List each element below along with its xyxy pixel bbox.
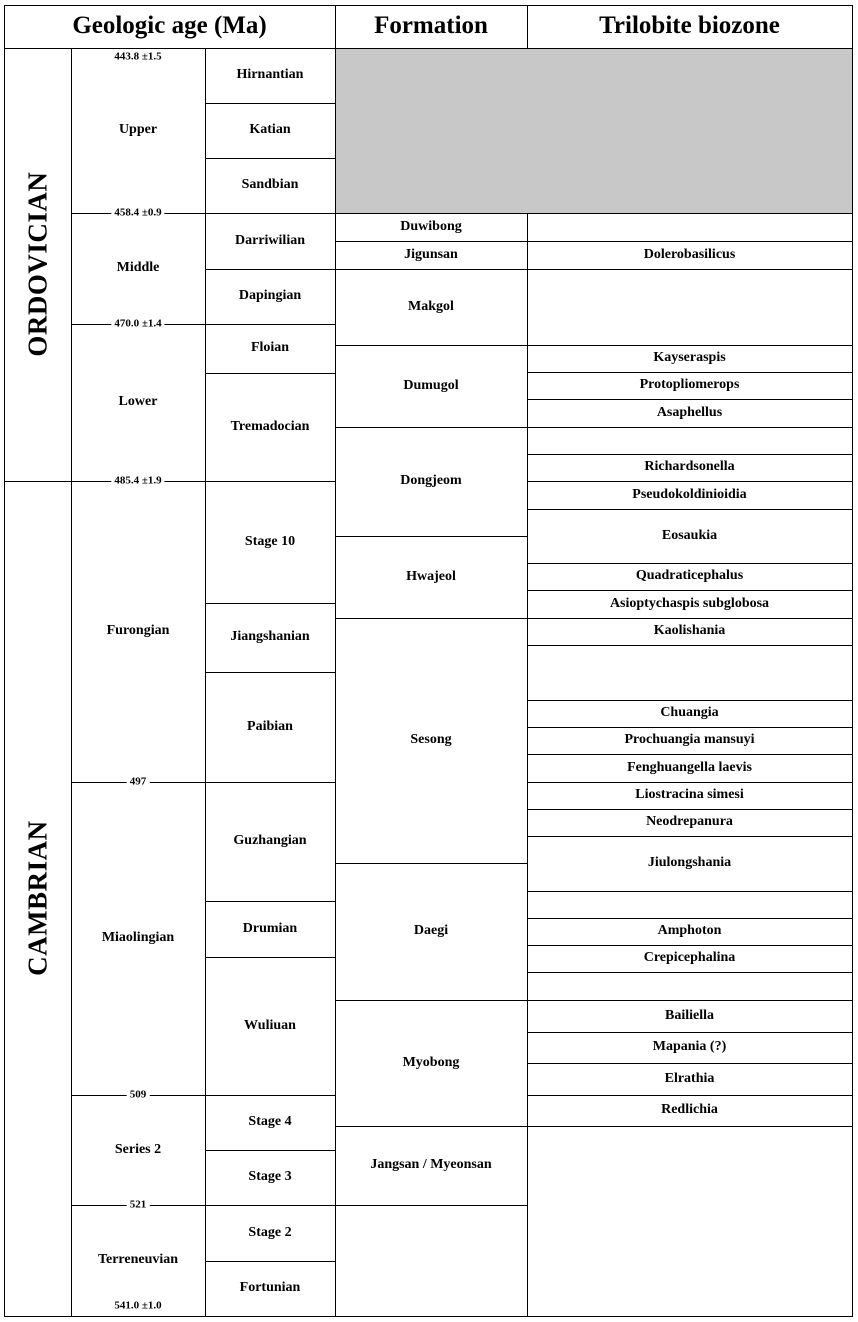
formation-boundary-line [335, 1126, 527, 1127]
biozone-boundary-line [527, 727, 852, 728]
frame-bottom [4, 1316, 853, 1317]
age-date-label: 521 [127, 1200, 150, 1211]
biozone-neodrepanura: Neodrepanura [646, 814, 733, 830]
epoch-furongian: Furongian [106, 623, 170, 639]
biozone-richardsonella: Richardsonella [644, 459, 735, 475]
biozone-boundary-line [527, 399, 852, 400]
stage-paibian: Paibian [247, 718, 293, 734]
stage-darriwilian: Darriwilian [235, 232, 305, 248]
formation-empty [335, 1205, 527, 1316]
biozone-boundary-line [527, 891, 852, 892]
stage-sandbian: Sandbian [241, 177, 299, 193]
biozone-boundary-line [527, 241, 852, 242]
col-line-stage [205, 48, 206, 1316]
biozone-pseudokoldinioidia: Pseudokoldinioidia [632, 486, 747, 502]
epoch-series-2: Series 2 [114, 1141, 162, 1157]
biozone-boundary-line [527, 213, 852, 214]
biozone-protopliomerops: Protopliomerops [639, 377, 740, 393]
biozone-empty [527, 1126, 852, 1316]
biozone-boundary-line [527, 809, 852, 810]
frame-top [4, 5, 853, 6]
epoch-middle: Middle [116, 260, 160, 276]
epoch-upper: Upper [118, 122, 158, 138]
stage-stage-10: Stage 10 [244, 533, 296, 549]
no-data-shaded-area [335, 48, 852, 213]
stage-boundary-line [205, 782, 335, 783]
stage-boundary-line [205, 957, 335, 958]
biozone-empty [527, 269, 852, 345]
age-date-label: 485.4 ±1.9 [111, 476, 164, 487]
biozone-boundary-line [527, 427, 852, 428]
biozone-boundary-line [527, 1063, 852, 1064]
stage-tremadocian: Tremadocian [230, 418, 310, 434]
biozone-boundary-line [527, 481, 852, 482]
stage-dapingian: Dapingian [238, 288, 302, 304]
stage-boundary-line [205, 324, 335, 325]
biozone-boundary-line [527, 563, 852, 564]
stage-boundary-line [205, 158, 335, 159]
biozone-boundary-line [527, 454, 852, 455]
stage-boundary-line [205, 269, 335, 270]
biozone-liostracina-simesi: Liostracina simesi [635, 787, 744, 803]
biozone-kaolishania: Kaolishania [653, 623, 726, 639]
frame-right [852, 5, 853, 1316]
formation-makgol: Makgol [408, 298, 454, 314]
biozone-amphoton: Amphoton [657, 923, 722, 939]
stage-stage-4: Stage 4 [248, 1114, 292, 1130]
stage-boundary-line [205, 213, 335, 214]
formation-boundary-line [335, 1205, 527, 1206]
biozone-prochuangia-mansuyi: Prochuangia mansuyi [624, 732, 755, 748]
biozone-empty [527, 213, 852, 241]
stage-boundary-line [205, 1150, 335, 1151]
stage-fortunian: Fortunian [239, 1280, 301, 1296]
stage-stage-2: Stage 2 [248, 1224, 292, 1240]
stage-boundary-line [205, 373, 335, 374]
header-bottom-line [4, 48, 853, 49]
biozone-boundary-line [527, 1000, 852, 1001]
formation-dumugol: Dumugol [403, 377, 459, 393]
formation-daegi: Daegi [413, 923, 449, 939]
biozone-empty [527, 891, 852, 918]
formation-boundary-line [335, 536, 527, 537]
biozone-boundary-line [527, 372, 852, 373]
frame-left [4, 5, 5, 1316]
biozone-kayseraspis: Kayseraspis [653, 350, 726, 366]
formation-jangsan-myeonsan: Jangsan / Myeonsan [370, 1157, 492, 1173]
biozone-crepicephalina: Crepicephalina [643, 950, 736, 966]
biozone-boundary-line [527, 1095, 852, 1096]
biozone-boundary-line [527, 345, 852, 346]
age-date-label: 497 [127, 777, 150, 788]
biozone-asioptychaspis-subglobosa: Asioptychaspis subglobosa [609, 595, 770, 611]
stage-boundary-line [205, 672, 335, 673]
col-line-biozone [527, 213, 528, 1316]
biozone-jiulongshania: Jiulongshania [647, 855, 732, 871]
biozone-boundary-line [527, 782, 852, 783]
formation-boundary-line [335, 213, 527, 214]
formation-sesong: Sesong [410, 732, 452, 748]
stage-boundary-line [205, 103, 335, 104]
header-divider-formation [335, 5, 336, 48]
stage-guzhangian: Guzhangian [233, 833, 307, 849]
epoch-terreneuvian: Terreneuvian [97, 1252, 179, 1268]
epoch-lower: Lower [118, 394, 158, 410]
stage-katian: Katian [249, 122, 291, 138]
age-date-label: 541.0 ±1.0 [111, 1301, 164, 1312]
header-geologic-age: Geologic age (Ma) [72, 12, 267, 40]
biozone-redlichia: Redlichia [661, 1102, 718, 1118]
biozone-fenghuangella-laevis: Fenghuangella laevis [627, 759, 752, 775]
stage-boundary-line [205, 481, 335, 482]
formation-boundary-line [335, 1000, 527, 1001]
biozone-boundary-line [527, 754, 852, 755]
formation-boundary-line [335, 618, 527, 619]
col-line-epoch [71, 48, 72, 1316]
period-ordovician: ORDOVICIAN [22, 171, 53, 358]
formation-boundary-line [335, 241, 527, 242]
formation-boundary-line [335, 427, 527, 428]
biozone-asaphellus: Asaphellus [656, 404, 723, 420]
biozone-boundary-line [527, 945, 852, 946]
biozone-boundary-line [527, 1126, 852, 1127]
stage-jiangshanian: Jiangshanian [230, 629, 310, 645]
stage-boundary-line [205, 1261, 335, 1262]
biozone-boundary-line [527, 972, 852, 973]
formation-duwibong: Duwibong [400, 218, 462, 234]
period-cambrian: CAMBRIAN [22, 820, 53, 977]
age-date-label: 470.0 ±1.4 [111, 319, 164, 330]
biozone-empty [527, 972, 852, 1000]
biozone-boundary-line [527, 618, 852, 619]
biozone-boundary-line [527, 700, 852, 701]
stage-hirnantian: Hirnantian [236, 67, 304, 83]
formation-boundary-line [335, 345, 527, 346]
stage-wuliuan: Wuliuan [244, 1017, 296, 1033]
biozone-quadraticephalus: Quadraticephalus [635, 568, 744, 584]
biozone-mapania: Mapania (?) [652, 1039, 727, 1055]
stage-drumian: Drumian [242, 920, 298, 936]
biozone-boundary-line [527, 836, 852, 837]
biozone-empty [527, 427, 852, 454]
stage-stage-3: Stage 3 [248, 1169, 292, 1185]
stage-boundary-line [205, 603, 335, 604]
biozone-boundary-line [527, 509, 852, 510]
biozone-elrathia: Elrathia [664, 1070, 715, 1086]
formation-boundary-line [335, 269, 527, 270]
age-date-label: 443.8 ±1.5 [111, 52, 164, 63]
header-trilobite-biozone: Trilobite biozone [599, 12, 780, 40]
stage-boundary-line [205, 901, 335, 902]
biozone-boundary-line [527, 1032, 852, 1033]
formation-hwajeol: Hwajeol [406, 568, 456, 584]
biozone-empty [527, 645, 852, 700]
biozone-boundary-line [527, 918, 852, 919]
header-formation: Formation [374, 12, 488, 40]
stage-floian: Floian [250, 340, 290, 356]
header-divider-biozone [527, 5, 528, 48]
formation-boundary-line [335, 863, 527, 864]
epoch-miaolingian: Miaolingian [101, 930, 175, 946]
biozone-chuangia: Chuangia [660, 705, 719, 721]
biozone-bailiella: Bailiella [665, 1007, 714, 1023]
stage-boundary-line [205, 1205, 335, 1206]
biozone-boundary-line [527, 645, 852, 646]
biozone-dolerobasilicus: Dolerobasilicus [643, 246, 736, 262]
age-date-label: 458.4 ±0.9 [111, 208, 164, 219]
formation-dongjeom: Dongjeom [400, 473, 462, 489]
biozone-boundary-line [527, 590, 852, 591]
biozone-boundary-line [527, 269, 852, 270]
age-date-label: 509 [127, 1090, 150, 1101]
biozone-eosaukia: Eosaukia [661, 527, 718, 543]
formation-myobong: Myobong [402, 1054, 460, 1070]
stage-boundary-line [205, 1095, 335, 1096]
formation-jigunsan: Jigunsan [404, 246, 458, 262]
